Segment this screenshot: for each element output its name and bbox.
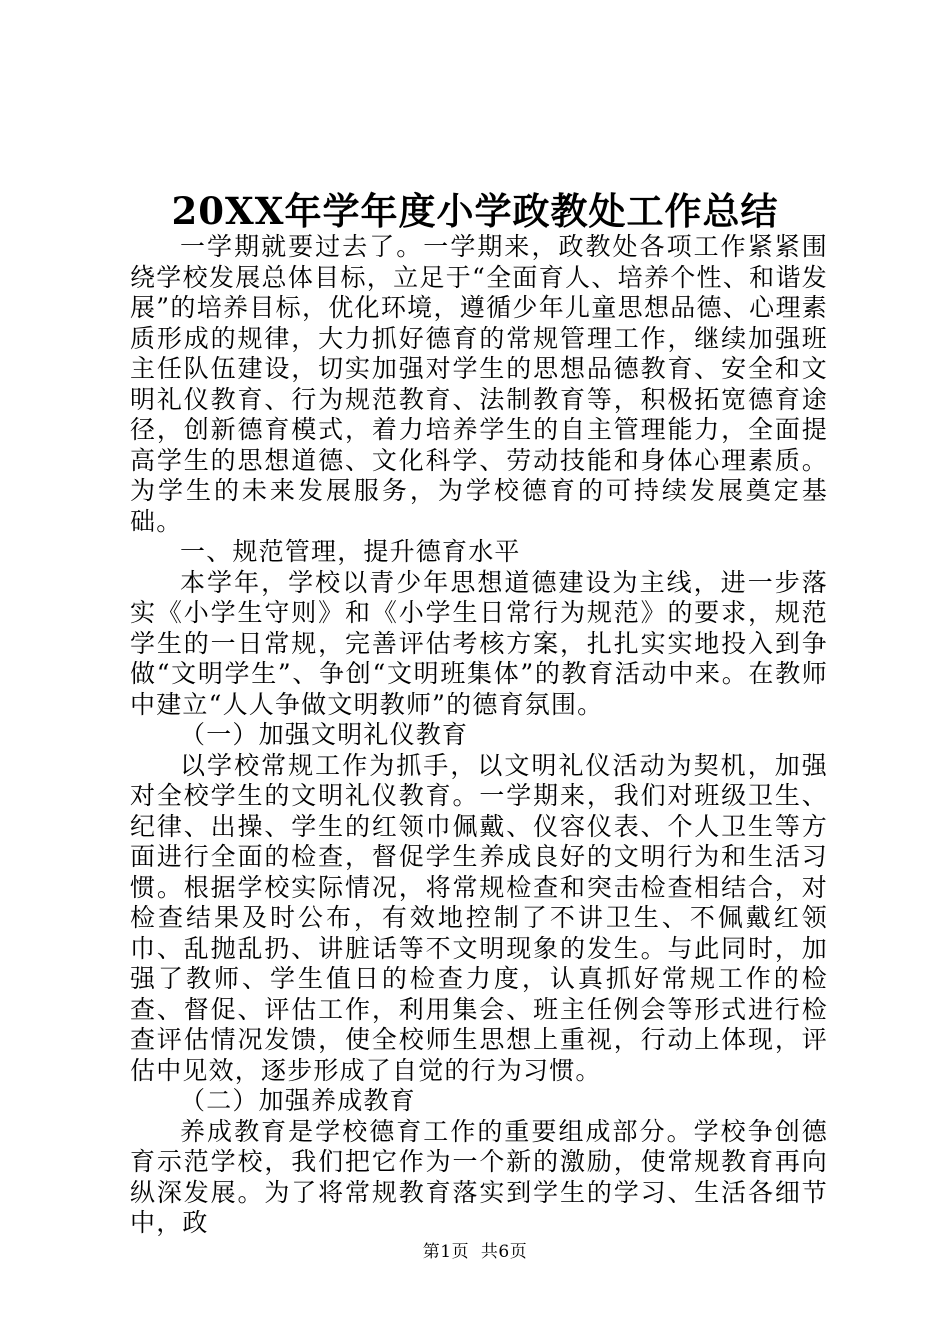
page-footer (0, 1240, 950, 1264)
paragraph-subsection-1: 以学校常规工作为抓手，以文明礼仪活动为契机，加强对全校学生的文明礼仪教育。一学期来，我们对班级卫生、纪律、出操、学生的红领巾佩戴、仪容仪表、个人卫生等方面进行全面的检查，督促学生养成良好的文明行为和生活习惯。根据学校实际情况，将常规检查和突击检查相结合，对检查结果及时公布，有效地控制了不讲卫生、不佩戴红领巾、乱抛乱扔、讲脏话等不文明现象的发生。与此同时，加强了教师、学生值日的检查力度，认真抓好常规工作的检查、督促、评估工作，利用集会、班主任例会等形式进行检查评估情况发馈，使全校师生思想上重视，行动上体现，评估中见效，逐步形成了自觉的行为习惯。 (130, 750, 828, 1085)
paragraph-intro: 一学期就要过去了。一学期来，政教处各项工作紧紧围绕学校发展总体目标，立足于“全面育人、培养个性、和谐发展”的培养目标，优化环境，遵循少年儿童思想品德、心理素质形成的规律，大力抓好德育的常规管理工作，继续加强班主任队伍建设，切实加强对学生的思想品德教育、安全和文明礼仪教育、行为规范教育、法制教育等，积极拓宽德育途径，创新德育模式，着力培养学生的自主管理能力，全面提高学生的思想道德、文化科学、劳动技能和身体心理素质。为学生的未来发展服务，为学校德育的可持续发展奠定基础。 (130, 232, 828, 536)
document-title: 20XX年学年度小学政教处工作总结 (171, 189, 779, 233)
section-heading-1: 一、规范管理，提升德育水平 (180, 537, 521, 566)
page-total: 共6页 (480, 1242, 528, 1262)
footer-separator (469, 1242, 481, 1262)
paragraph-subsection-2: 养成教育是学校德育工作的重要组成部分。学校争创德育示范学校，我们把它作为一个新的激励，使常规教育再向纵深发展。为了将常规教育落实到学生的学习、生活各细节中，政 (130, 1116, 828, 1237)
subsection-heading-2: （二）加强养成教育 (180, 1086, 416, 1115)
paragraph-section-1: 本学年，学校以青少年思想道德建设为主线，进一步落实《小学生守则》和《小学生日常行为规范》的要求，规范学生的一日常规，完善评估考核方案，扎扎实实地投入到争做“文明学生”、争创“文明班集体”的教育活动中来。在教师中建立“人人争做文明教师”的德育氛围。 (130, 567, 828, 719)
page-number: 第1页 (422, 1242, 470, 1262)
subsection-heading-1: （一）加强文明礼仪教育 (180, 720, 469, 749)
document-body (130, 232, 828, 1239)
